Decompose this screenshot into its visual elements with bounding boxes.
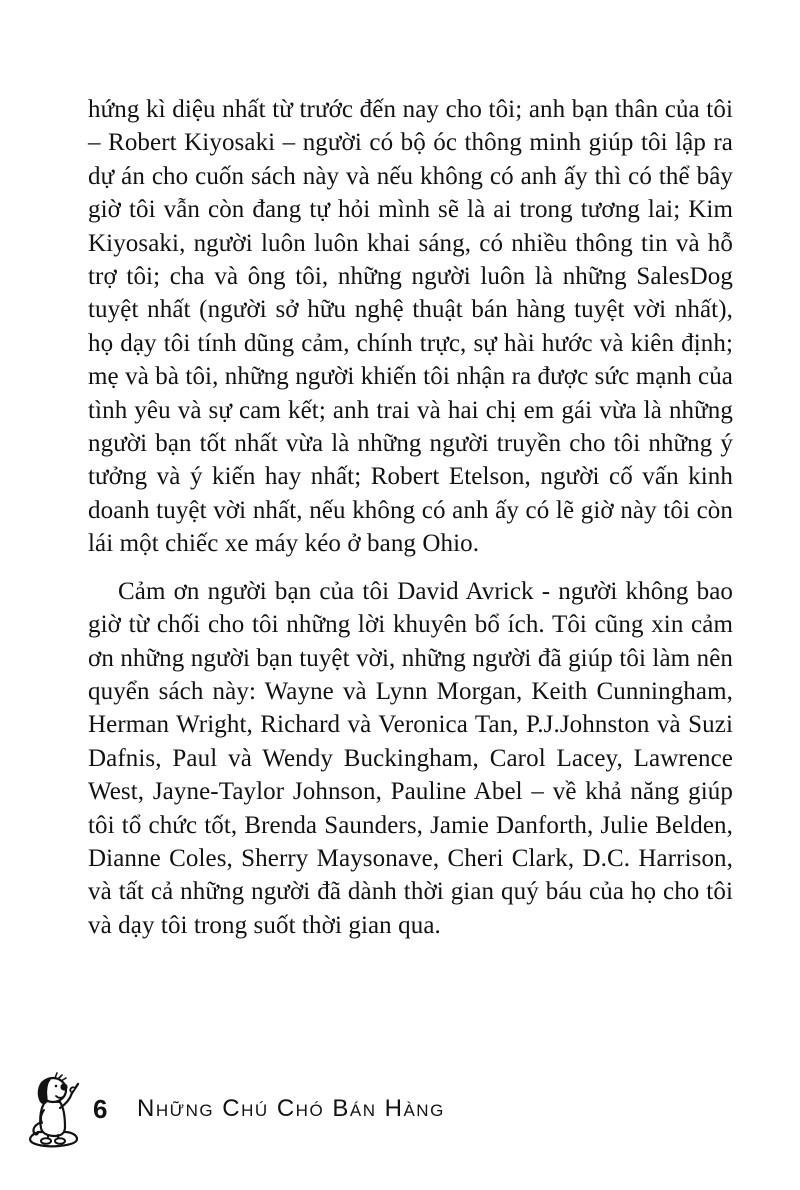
acknowledgements-text-block <box>88 93 733 942</box>
paragraph-acknowledgement-1: hứng kì diệu nhất từ trước đến nay cho tôi; anh bạn thân của tôi – Robert Kiyosaki – người có bộ óc thông minh giúp tôi lập ra dự án cho cuốn sách này và nếu không có anh ấy thì có thể bây giờ tôi vẫn còn đang tự hỏi mình sẽ là ai trong tương lai; Kim Kiyosaki, người luôn luôn khai sáng, có nhiều thông tin và hỗ trợ tôi; cha và ông tôi, những người luôn là những SalesDog tuyệt nhất (người sở hữu nghệ thuật bán hàng tuyệt vời nhất), họ dạy tôi tính dũng cảm, chính trực, sự hài hước và kiên định; mẹ và bà tôi, những người khiến tôi nhận ra được sức mạnh của tình yêu và sự cam kết; anh trai và hai chị em gái vừa là những người bạn tốt nhất vừa là những người truyền cho tôi những ý tưởng và ý kiến hay nhất; Robert Etelson, người cố vấn kinh doanh tuyệt vời nhất, nếu không có anh ấy có lẽ giờ này tôi còn lái một chiếc xe máy kéo ở bang Ohio. <box>88 96 733 558</box>
page-footer <box>25 1070 775 1160</box>
pointing-dog-mascot-icon <box>25 1072 87 1148</box>
book-title: Những Chú Chó Bán Hàng <box>137 1095 445 1122</box>
page-number: 6 <box>93 1094 108 1124</box>
paragraph-acknowledgement-2: Cảm ơn người bạn của tôi David Avrick - người không bao giờ từ chối cho tôi những lời khuyên bổ ích. Tôi cũng xin cảm ơn những người bạn tuyệt vời, những người đã giúp tôi làm nên quyển sách này: Wayne và Lynn Morgan, Keith Cunningham, Herman Wright, Richard và Veronica Tan, P.J.Johnston và Suzi Dafnis, Paul và Wendy Buckingham, Carol Lacey, Lawrence West, Jayne-Taylor Johnson, Pauline Abel – về khả năng giúp tôi tổ chức tốt, Brenda Saunders, Jamie Danforth, Julie Belden, Dianne Coles, Sherry Maysonave, Cheri Clark, D.C. Harrison, và tất cả những người đã dành thời gian quý báu của họ cho tôi và dạy tôi trong suốt thời gian qua. <box>88 577 733 939</box>
